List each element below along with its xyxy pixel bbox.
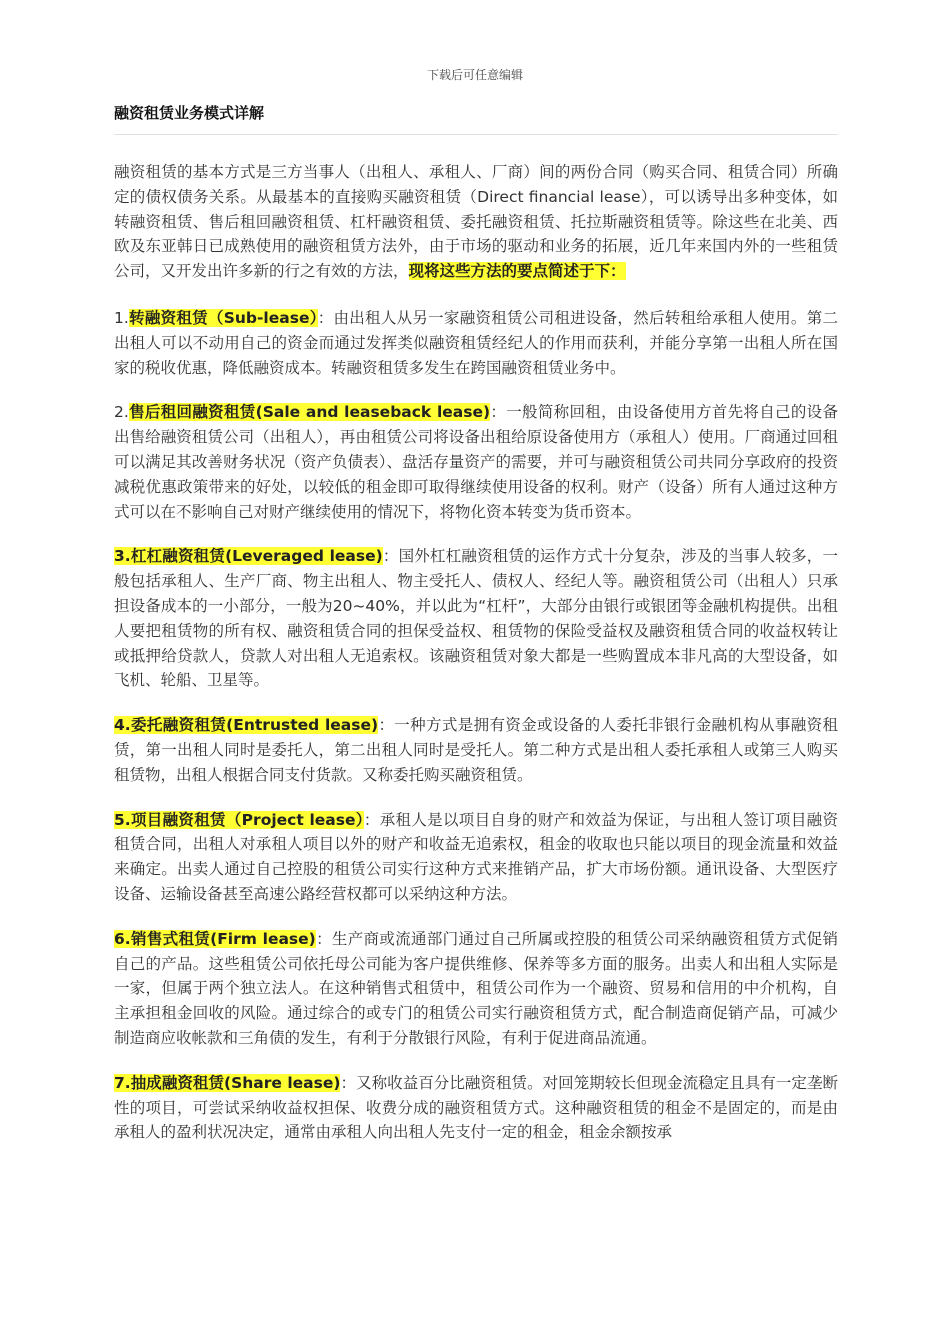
lease-type-description: ：又称收益百分比融资租赁。对回笼期较长但现金流稳定且具有一定垄断性的项目，可尝试采纳收益权担保、收费分成的融资租赁方式。这种融资租赁的租金不是固定的，而是由承租人的盈利状况决定，通常由承租人向出租人先支付一定的租金，租金余额按承 <box>114 1073 838 1142</box>
intro-highlight: 现将这些方法的要点简述于下： <box>408 262 626 281</box>
lease-type-paragraph <box>114 927 838 1051</box>
document-body <box>114 160 838 1145</box>
lease-type-term: 售后租回融资租赁(Sale and leaseback lease) <box>128 403 491 422</box>
lease-type-paragraph <box>114 544 838 693</box>
lease-type-paragraph <box>114 713 838 787</box>
lease-type-term: 5.项目融资租赁（Project lease） <box>114 810 364 829</box>
lease-type-paragraph <box>114 1071 838 1145</box>
document-page <box>114 100 838 1165</box>
title-divider <box>114 134 838 135</box>
header-note: 下载后可任意编辑 <box>426 68 523 82</box>
lease-type-term: 4.委托融资租赁(Entrusted lease) <box>114 716 379 735</box>
intro-text: 融资租赁的基本方式是三方当事人（出租人、承租人、厂商）间的两份合同（购买合同、租赁合同）所确定的债权债务关系。从最基本的直接购买融资租赁（Direct financial lease），可以诱导出多种变体，如转融资租赁、售后租回融资租赁、杠杆融资租赁、委托融资租赁、托拉斯融资租赁等。除这些在北美、西欧及东亚韩日已成熟使用的融资租赁方法外，由于市场的驱动和业务的拓展，近几年来国内外的一些租赁公司，又开发出许多新的行之有效的方法， <box>114 163 838 281</box>
lease-type-term: 7.抽成融资租赁(Share lease) <box>114 1073 341 1092</box>
lease-type-paragraph <box>114 306 838 380</box>
lease-type-paragraph <box>114 400 838 524</box>
lease-type-term: 3.杠杠融资租赁(Leveraged lease) <box>114 547 383 566</box>
lease-type-term: 转融资租赁（Sub-lease） <box>128 308 318 327</box>
lease-type-term: 6.销售式租赁(Firm lease) <box>114 929 316 948</box>
lease-type-prefix: 1. <box>114 308 129 327</box>
lease-type-description: ：一般简称回租，由设备使用方首先将自己的设备出售给融资租赁公司（出租人），再由租赁公司将设备出租给原设备使用方（承租人）使用。厂商通过回租可以满足其改善财务状况（资产负债表）、盘活存量资产的需要，并可与融资租赁公司共同分享政府的投资减税优惠政策带来的好处，以较低的租金即可取得继续使用设备的权利。财产（设备）所有人通过这种方式可以在不影响自己对财产继续使用的情况下，将物化资本转变为货币资本。 <box>114 403 838 521</box>
lease-type-description: ：国外杠杠融资租赁的运作方式十分复杂，涉及的当事人较多，一般包括承租人、生产厂商、物主出租人、物主受托人、债权人、经纪人等。融资租赁公司（出租人）只承担设备成本的一小部分，一般为20~40%，并以此为“杠杆”，大部分由银行或银团等金融机构提供。出租人要把租赁物的所有权、融资租赁合同的担保受益权、租赁物的保险受益权及融资租赁合同的收益权转让或抵押给贷款人，贷款人对出租人无追索权。该融资租赁对象大都是一些购置成本非凡高的大型设备，如飞机、轮船、卫星等。 <box>114 547 838 690</box>
document-title: 融资租赁业务模式详解 <box>114 104 265 122</box>
lease-type-paragraph <box>114 808 838 907</box>
lease-type-description: ：一种方式是拥有资金或设备的人委托非银行金融机构从事融资租赁，第一出租人同时是委托人，第二出租人同时是受托人。第二种方式是出租人委托承租人或第三人购买租赁物，出租人根据合同支付货款。又称委托购买融资租赁。 <box>114 716 838 784</box>
lease-type-description: ：生产商或流通部门通过自己所属或控股的租赁公司采纳融资租赁方式促销自己的产品。这些租赁公司依托母公司能为客户提供维修、保养等多方面的服务。出卖人和出租人实际是一家，但属于两个独立法人。在这种销售式租赁中，租赁公司作为一个融资、贸易和信用的中介机构，自主承担租金回收的风险。通过综合的或专门的租赁公司实行融资租赁方式，配合制造商促销产品，可减少制造商应收帐款和三角债的发生，有利于分散银行风险，有利于促进商品流通。 <box>114 929 838 1047</box>
lease-type-description: ：由出租人从另一家融资租赁公司租进设备，然后转租给承租人使用。第二出租人可以不动用自己的资金而通过发挥类似融资租赁经纪人的作用而获利，并能分享第一出租人所在国家的税收优惠，降低融资成本。转融资租赁多发生在跨国融资租赁业务中。 <box>114 308 838 377</box>
lease-type-prefix: 2. <box>114 403 129 422</box>
intro-paragraph <box>114 160 838 284</box>
lease-type-description: ：承租人是以项目自身的财产和效益为保证，与出租人签订项目融资租赁合同，出租人对承租人项目以外的财产和收益无追索权，租金的收取也只能以项目的现金流量和效益来确定。出卖人通过自己控股的租赁公司实行这种方式来推销产品，扩大市场份额。通讯设备、大型医疗设备、运输设备甚至高速公路经营权都可以采纳这种方法。 <box>114 810 838 903</box>
